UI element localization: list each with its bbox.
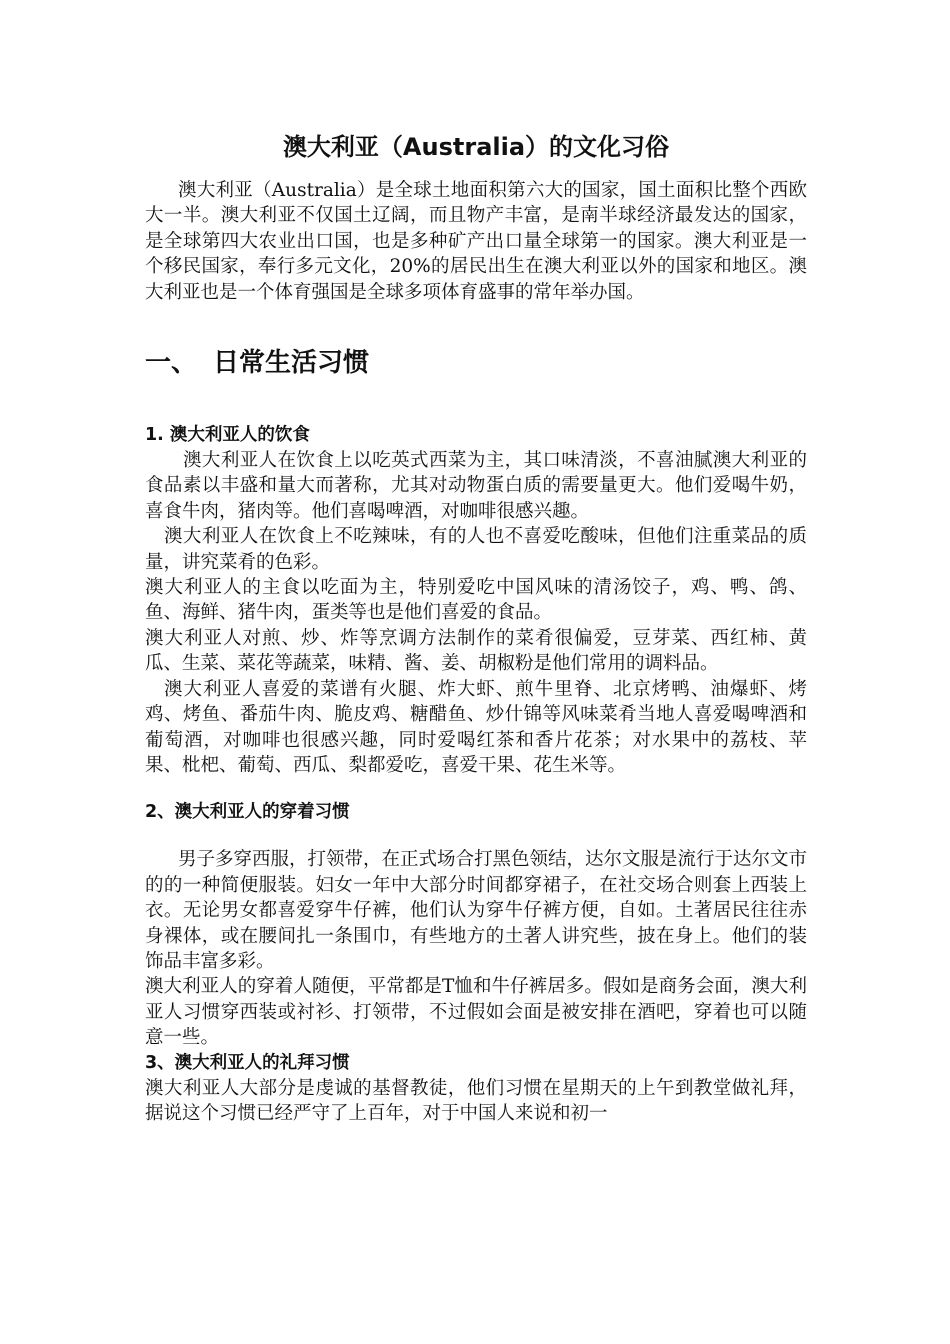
paragraph: 男子多穿西服，打领带，在正式场合打黑色领结，达尔文服是流行于达尔文市的的一种简便服装。妇女一年中大部分时间都穿裙子，在社交场合则套上西装上衣。无论男女都喜爱穿牛仔裤，他们认为穿牛仔裤方便，自如。土著居民往往赤身裸体，或在腰间扎一条围巾，有些地方的土著人讲究些，披在身上。他们的装饰品丰富多彩。 bbox=[145, 849, 808, 972]
paragraph: 澳大利亚人的主食以吃面为主，特别爱吃中国风味的清汤饺子，鸡、鸭、鸽、鱼、海鲜、猪牛肉，蛋类等也是他们喜爱的食品。 bbox=[145, 577, 807, 624]
section-number: 一、 bbox=[145, 348, 198, 379]
subsection-heading-worship: 3、澳大利亚人的礼拜习惯 bbox=[145, 1052, 350, 1073]
paragraph: 澳大利亚人的穿着人随便，平常都是T恤和牛仔裤居多。假如是商务会面，澳大利亚人习惯穿西装或衬衫、打领带，不过假如会面是被安排在酒吧，穿着也可以随意一些。 bbox=[145, 976, 807, 1049]
intro-paragraph: 澳大利亚（Australia）是全球土地面积第六大的国家，国土面积比整个西欧大一半。澳大利亚不仅国土辽阔，而且物产丰富，是南半球经济最发达的国家，是全球第四大农业出口国，也是多种矿产出口量全球第一的国家。澳大利亚是一个移民国家，奉行多元文化，20%的居民出生在澳大利亚以外的国家和地区。澳大利亚也是一个体育强国是全球多项体育盛事的常年举办国。 bbox=[145, 180, 807, 303]
paragraph: 澳大利亚人对煎、炒、炸等烹调方法制作的菜肴很偏爱，豆芽菜、西红柿、黄瓜、生菜、菜花等蔬菜，味精、酱、姜、胡椒粉是他们常用的调料品。 bbox=[145, 627, 807, 675]
paragraph: 澳大利亚人喜爱的菜谱有火腿、炸大虾、煎牛里脊、北京烤鸭、油爆虾、烤鸡、烤鱼、番茄牛肉、脆皮鸡、糖醋鱼、炒什锦等风味菜肴当地人喜爱喝啤酒和葡萄酒，对咖啡也很感兴趣，同时爱喝红茶和香片花茶；对水果中的荔枝、苹果、枇杷、葡萄、西瓜、梨都爱吃，喜爱干果、花生米等。 bbox=[145, 678, 807, 776]
section-title: 日常生活习惯 bbox=[213, 348, 370, 379]
paragraph: 澳大利亚人大部分是虔诚的基督教徒，他们习惯在星期天的上午到教堂做礼拜，据说这个习惯已经严守了上百年，对于中国人来说和初一 bbox=[145, 1077, 807, 1124]
paragraph: 澳大利亚人在饮食上以吃英式西菜为主，其口味清淡，不喜油腻澳大利亚的食品素以丰盛和量大而著称，尤其对动物蛋白质的需要量更大。他们爱喝牛奶，喜食牛肉，猪肉等。他们喜喝啤酒，对咖啡很感兴趣。 bbox=[145, 450, 807, 522]
subsection-heading-clothing: 2、澳大利亚人的穿着习惯 bbox=[145, 802, 350, 823]
document-page bbox=[145, 130, 807, 1126]
document-title: 澳大利亚（Australia）的文化习俗 bbox=[282, 133, 670, 161]
section-heading bbox=[145, 343, 807, 383]
subsection-heading-diet: 1. 澳大利亚人的饮食 bbox=[145, 425, 310, 446]
paragraph: 澳大利亚人在饮食上不吃辣味，有的人也不喜爱吃酸味，但他们注重菜品的质量，讲究菜肴的色彩。 bbox=[145, 526, 807, 573]
